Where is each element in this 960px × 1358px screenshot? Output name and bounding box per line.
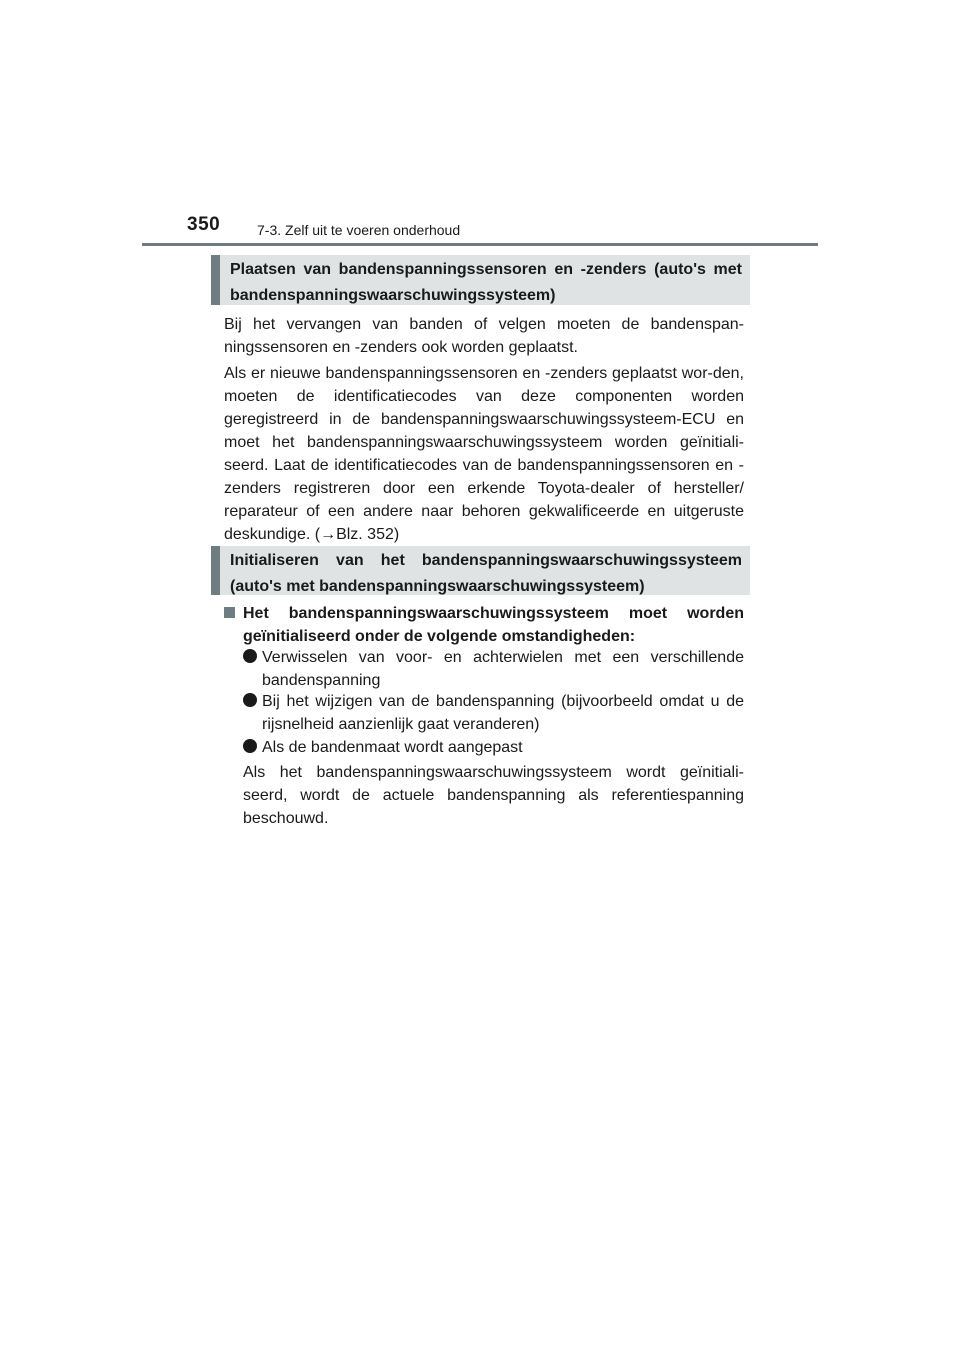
bullet-dot-icon <box>243 739 257 753</box>
square-bullet-icon <box>224 607 235 618</box>
bullet-dot-icon <box>243 693 257 707</box>
page-number: 350 <box>187 214 221 235</box>
subheading-conditions <box>224 602 744 648</box>
list-item <box>243 736 744 759</box>
list-item-text: Bij het wijzigen van de bandenspanning (bijvoorbeeld omdat u de rijsnelheid aanzienlijk gaat veranderen) <box>262 693 744 733</box>
section-label: 7-3. Zelf uit te voeren onderhoud <box>257 222 461 238</box>
header-rule <box>142 243 818 246</box>
subheading-text: Het bandenspanningswaarschuwingssysteem moet worden geïnitialiseerd onder de volgende omstandigheden: <box>243 605 744 645</box>
paragraph-initialize-reference: Als het bandenspanningswaarschuwingssysteem wordt geïnitiali-seerd, wordt de actuele bandenspanning als referentiespanning beschouwd. <box>243 764 744 827</box>
paragraph-sensors-registration: Als er nieuwe bandenspanningssensoren en -zenders geplaatst wor-den, moeten de identificatiecodes van deze componenten worden geregistreerd in de bandenspanningswaarschuwingssysteem-ECU en moet het bandenspanningswaarschuwingssysteem worden geïnitiali-seerd. Laat de identificatiecodes van de bandenspanningssensoren en -zenders registreren door een erkende Toyota-dealer of hersteller/ reparateur of een andere naar behoren gekwalificeerde en uitgeruste deskundige. (→Blz. 352) <box>224 365 744 543</box>
list-item <box>243 690 744 736</box>
list-item-text: Verwisselen van voor- en achterwielen met een verschillende bandenspanning <box>262 649 744 689</box>
section-heading-sensors: Plaatsen van bandenspanningssensoren en -zenders (auto's met bandenspanningswaarschuwingssysteem) <box>211 255 750 305</box>
list-item <box>243 646 744 692</box>
paragraph-sensors-intro: Bij het vervangen van banden of velgen moeten de bandenspan-ningssensoren en -zenders ook worden geplaatst. <box>224 316 744 356</box>
section-heading-initialize: Initialiseren van het bandenspanningswaarschuwingssysteem (auto's met bandenspanningswaarschuwingssysteem) <box>211 546 750 595</box>
bullet-dot-icon <box>243 649 257 663</box>
list-item-text: Als de bandenmaat wordt aangepast <box>262 739 523 756</box>
